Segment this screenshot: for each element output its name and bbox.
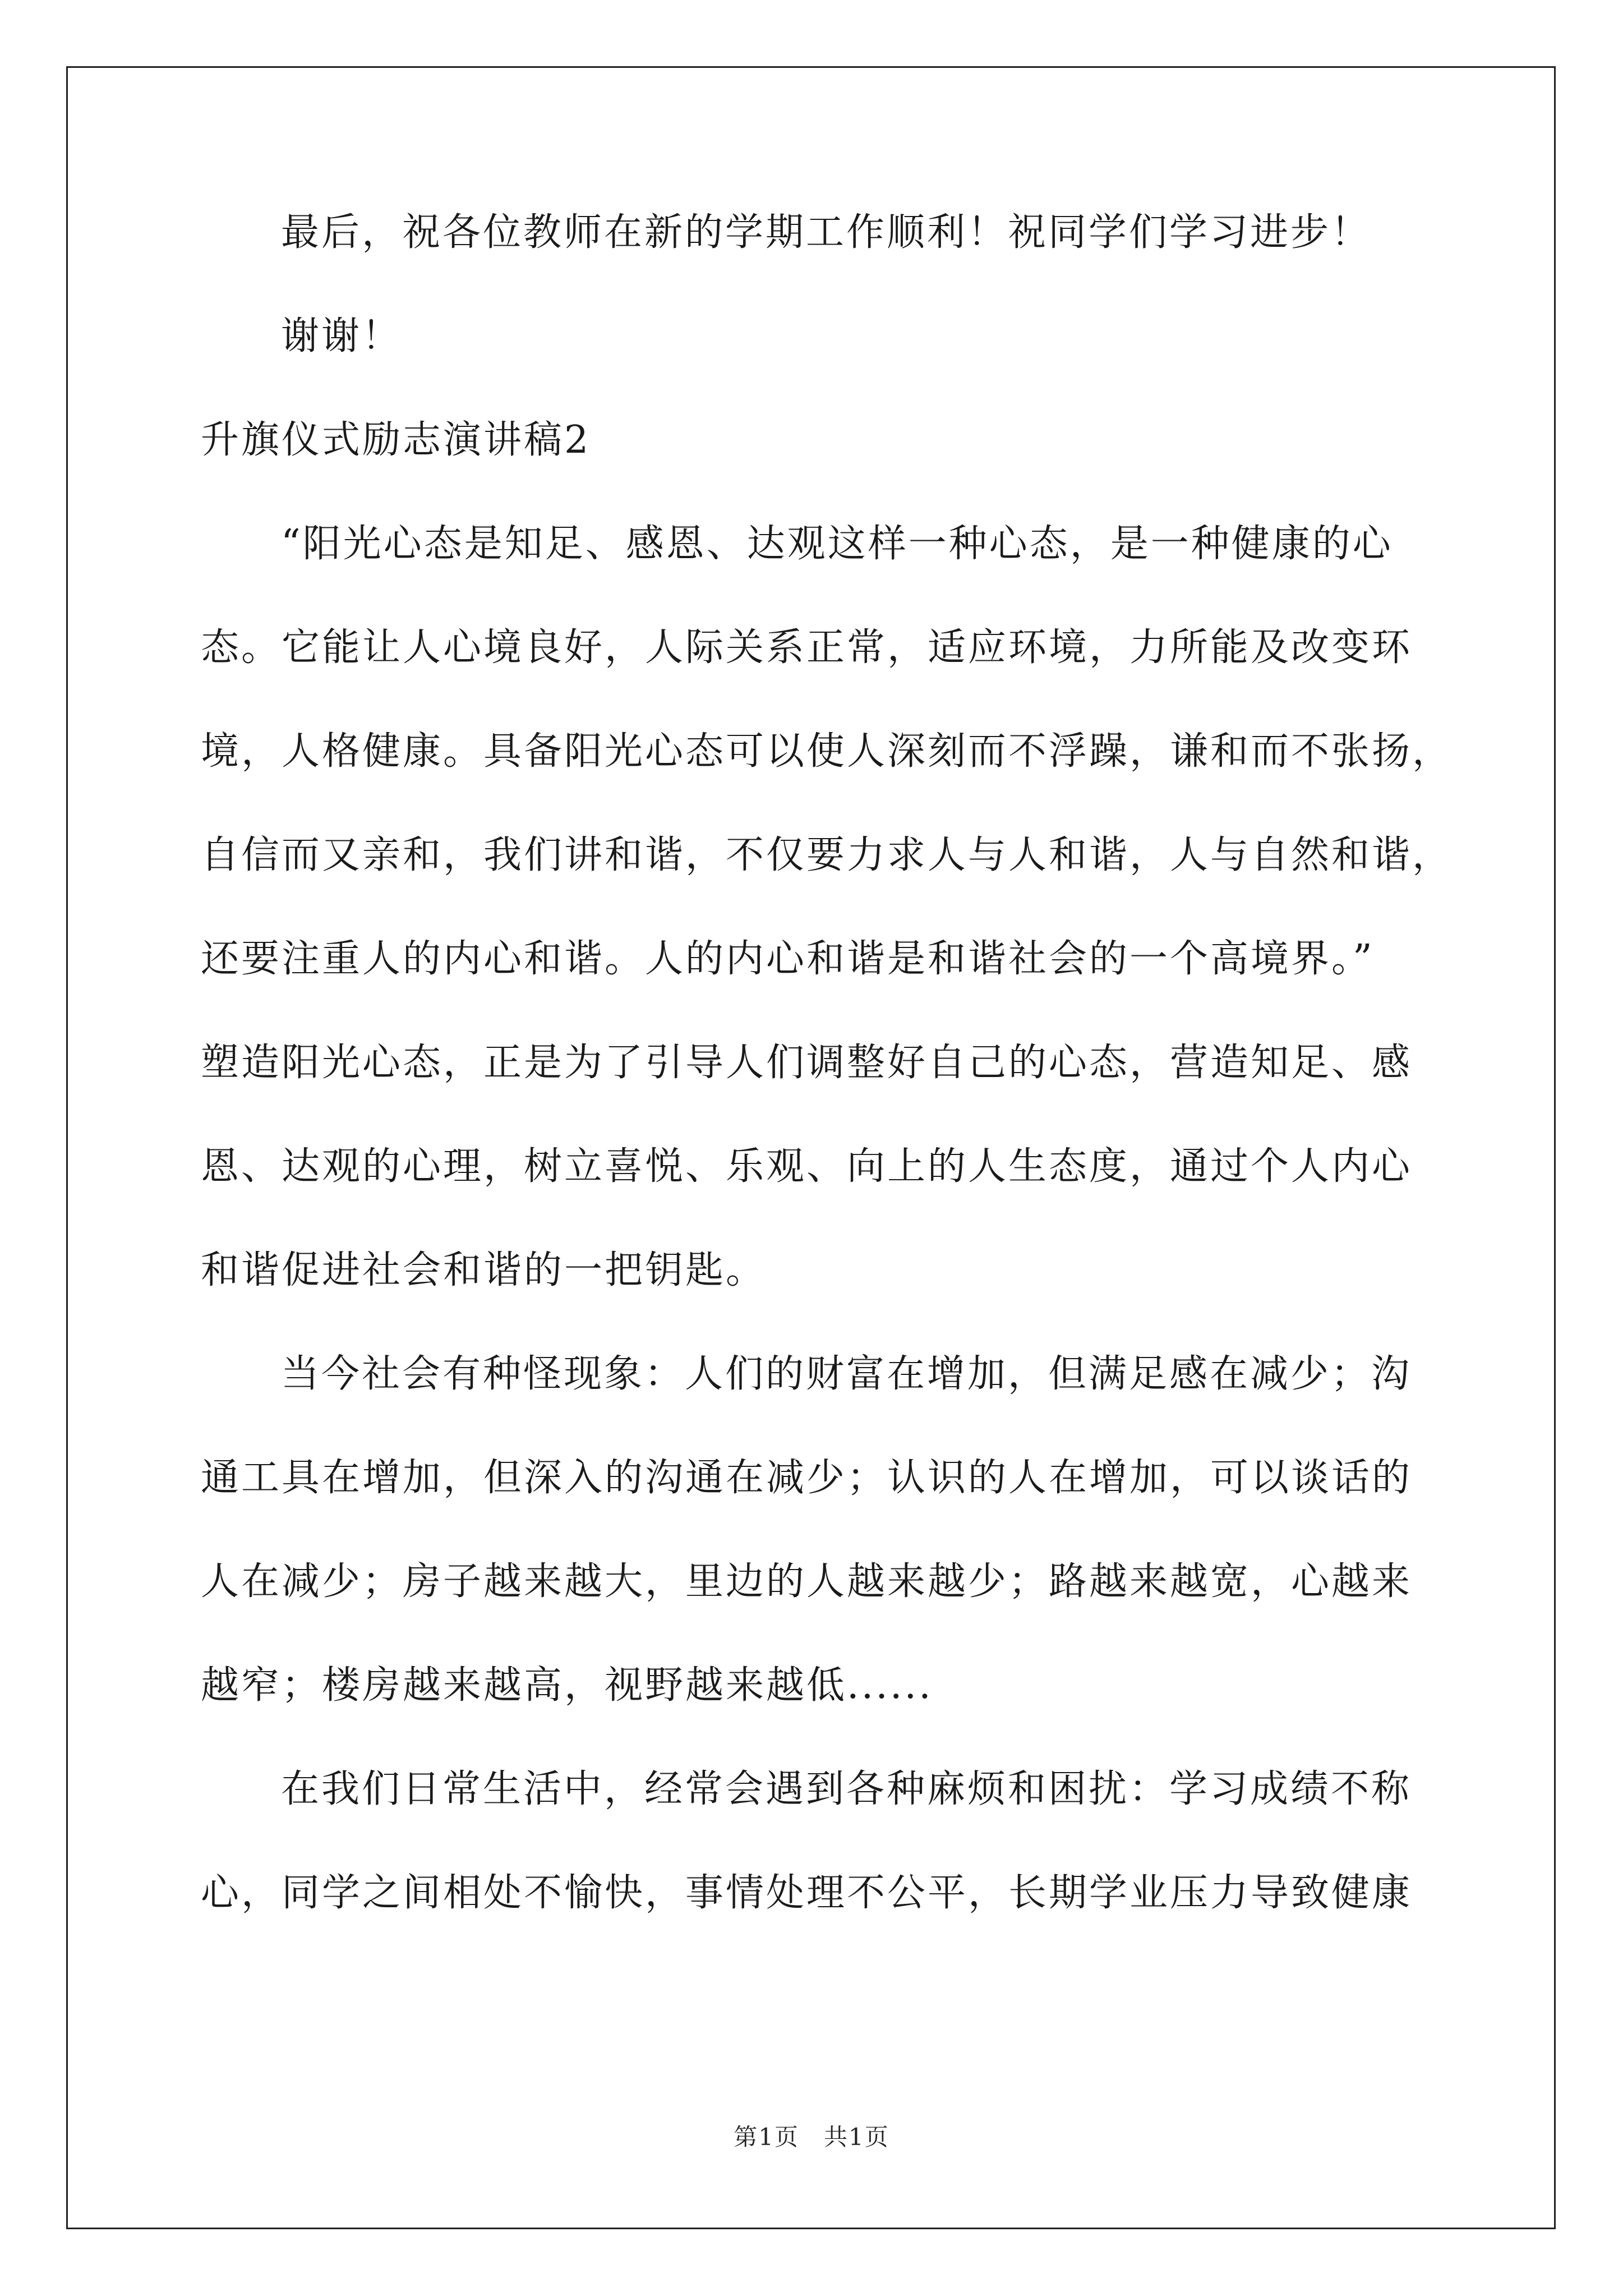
paragraph-line: 还要注重人的内心和谐。人的内心和谐是和谐社会的一个高境界。” bbox=[201, 937, 1375, 981]
paragraph-line: 塑造阳光心态，正是为了引导人们调整好自己的心态，营造知足、感 bbox=[201, 1041, 1413, 1085]
paragraph-line: 在我们日常生活中，经常会遇到各种麻烦和困扰：学习成绩不称 bbox=[281, 1767, 1412, 1811]
paragraph-line: 心，同学之间相处不愉快，事情处理不公平，长期学业压力导致健康 bbox=[201, 1871, 1413, 1915]
paragraph-line: 谢谢！ bbox=[281, 314, 403, 358]
section-heading: 升旗仪式励志演讲稿2 bbox=[201, 418, 591, 462]
paragraph-line: 当今社会有种怪现象：人们的财富在增加，但满足感在减少；沟 bbox=[281, 1352, 1412, 1396]
paragraph-line: 人在减少；房子越来越大，里边的人越来越少；路越来越宽，心越来 bbox=[201, 1559, 1413, 1604]
paragraph-line: 越窄；楼房越来越高，视野越来越低...... bbox=[201, 1663, 933, 1708]
paragraph-line: 通工具在增加，但深入的沟通在减少；认识的人在增加，可以谈话的 bbox=[201, 1456, 1413, 1500]
page-footer: 第1页 共1页 bbox=[734, 2123, 889, 2151]
paragraph-line: 自信而又亲和，我们讲和谐，不仅要力求人与人和谐，人与自然和谐， bbox=[201, 833, 1453, 877]
paragraph-line: “阳光心态是知足、感恩、达观这样一种心态，是一种健康的心 bbox=[281, 522, 1393, 566]
paragraph-line: 和谐促进社会和谐的一把钥匙。 bbox=[201, 1248, 767, 1292]
paragraph-line: 境，人格健康。具备阳光心态可以使人深刻而不浮躁，谦和而不张扬， bbox=[201, 729, 1453, 774]
paragraph-line: 恩、达观的心理，树立喜悦、乐观、向上的人生态度，通过个人内心 bbox=[201, 1144, 1413, 1189]
paragraph-line: 最后，祝各位教师在新的学期工作顺利！祝同学们学习进步！ bbox=[281, 210, 1372, 255]
paragraph-line: 态。它能让人心境良好，人际关系正常，适应环境，力所能及改变环 bbox=[201, 625, 1413, 670]
